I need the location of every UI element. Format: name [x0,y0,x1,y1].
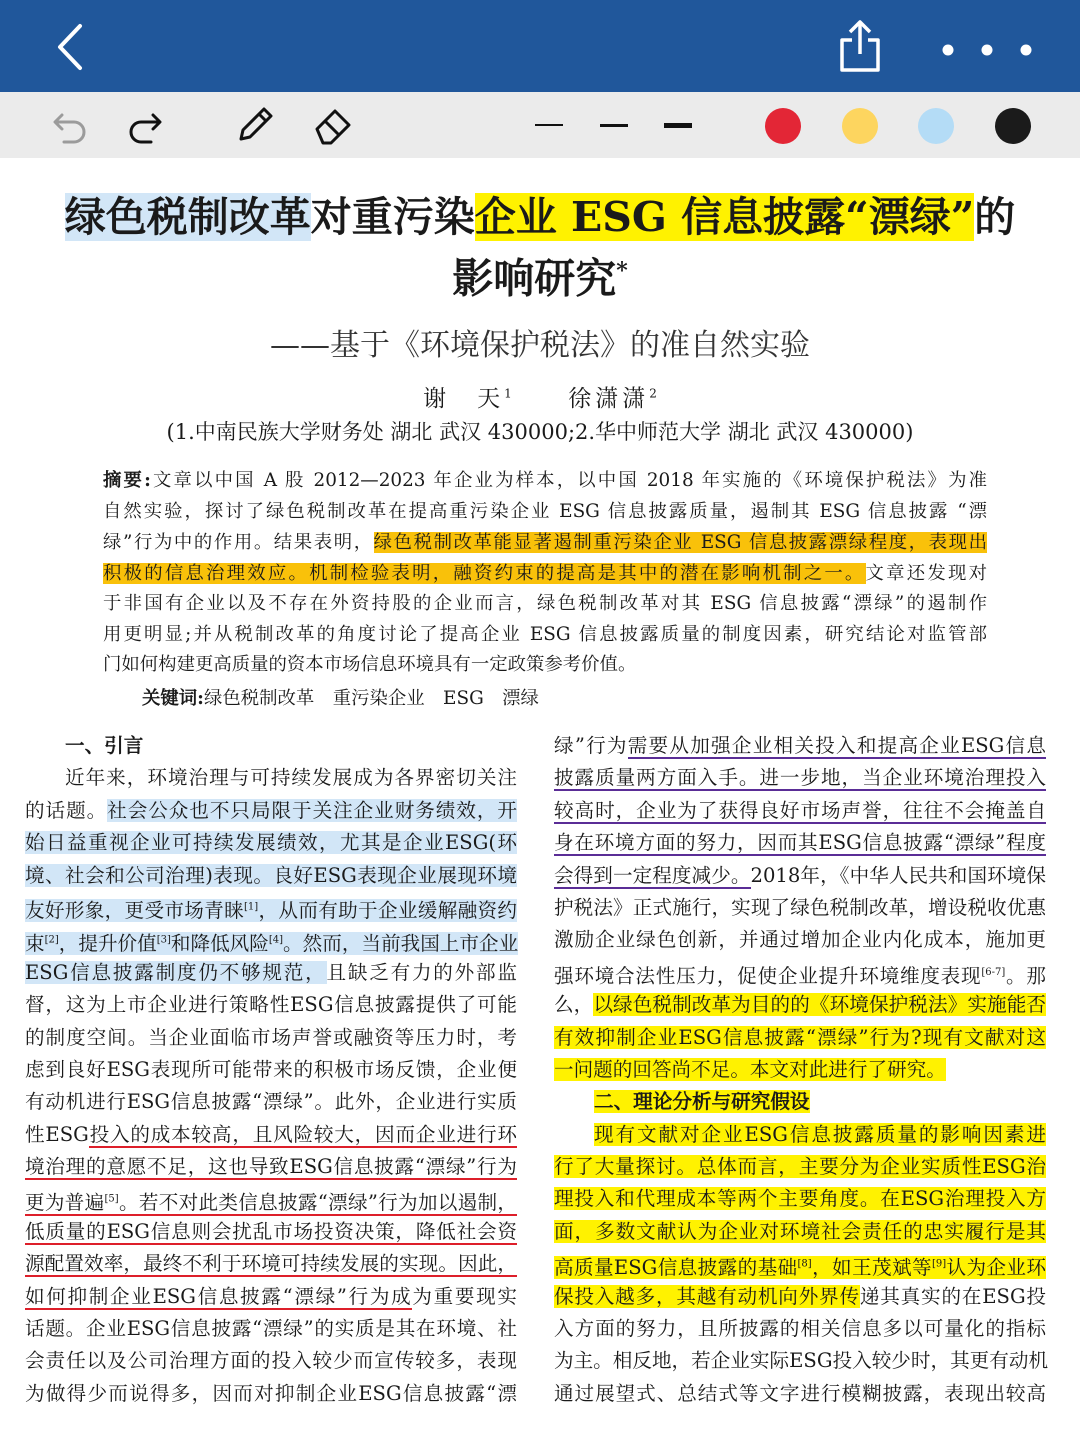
body-line: 么，以绿色税制改革为目的的《环境保护税法》实施能否 [554,993,1047,1017]
abstract-line: 门如何构建更高质量的资本市场信息环境具有一定政策参考价值。 [103,654,637,675]
share-icon [836,18,884,74]
authors: 谢 天$^1$ 徐潇潇$^2$ [423,386,657,412]
body-line: 低质量的ESG信息则会扰乱市场投资决策，降低社会资 [25,1219,517,1243]
body-line: 始日益重视企业可持续发展绩效，尤其是企业ESG(环 [25,831,517,855]
body-line: 近年来，环境治理与可持续发展成为各界密切关注 [65,766,517,790]
body-line: 通过展望式、总结式等文字进行模糊披露，表现出较高 [554,1381,1046,1405]
body-line: 有动机进行ESG信息披露“漂绿”。此外，企业进行实质 [25,1090,517,1114]
body-line: 为做得少而说得多，因而对抑制企业ESG信息披露“漂 [25,1381,517,1405]
body-line: 有效抑制企业ESG信息披露“漂绿”行为?现有文献对这 [554,1025,1046,1049]
abstract-line: 用更明显;并从税制改革的角度讨论了提高企业 ESG 信息披露质量的制度因素，研究结论对监管部 [103,624,987,645]
pencil-icon [233,103,277,147]
body-right-column [554,730,1049,1410]
body-line: 保投入越多，其越有动机向外界传递其真实的在ESG投 [554,1284,1046,1308]
body-line: 性ESG投入的成本较高，且风险较大，因而企业进行环 [25,1122,517,1146]
body-line: 入方面的努力，且所披露的相关信息多以可量化的指标 [554,1317,1046,1341]
body-line: 身在环境方面的努力，因而其ESG信息披露“漂绿”程度 [554,831,1046,855]
section-heading: 二、理论分析与研究假设 [594,1090,810,1114]
body-line: 护税法》正式施行，实现了绿色税制改革，增设税收优惠 [554,895,1046,919]
body-line: 较高时，企业为了获得良好市场声誉，往往不会掩盖自 [554,798,1046,822]
abstract-line: 绿”行为中的作用。结果表明，绿色税制改革能显著遏制重污染企业 ESG 信息披露漂绿程度，表现出 [103,532,987,553]
undo-button[interactable] [45,100,95,150]
color-swatch-red[interactable] [765,108,801,144]
body-line: 面，多数文献认为企业对环境社会责任的忠实履行是其 [554,1219,1046,1243]
share-button[interactable] [836,18,884,74]
document-page[interactable] [0,158,1080,1440]
body-line: 话题。企业ESG信息披露“漂绿”的实质是其在环境、社 [25,1317,517,1341]
body-line: 如何抑制企业ESG信息披露“漂绿”行为成为重要现实 [25,1284,518,1308]
section-heading: 一、引言 [65,734,144,757]
body-line: 绿”行为需要从加强企业相关投入和提高企业ESG信息 [554,734,1046,757]
body-line: 会得到一定程度减少。2018年，《中华人民共和国环境保 [554,863,1046,887]
abstract-line: 摘要:文章以中国 A 股 2012—2023 年企业为样本，以中国 2018 年实施的《环境保护税法》为准 [103,470,988,491]
stroke-medium-option[interactable] [594,116,634,134]
body-line: 束[2]，提升价值[3]和降低风险[4]。然而，当前我国上市企业 [25,931,519,955]
body-line: 一问题的回答尚不足。本文对此进行了研究。 [554,1057,946,1081]
body-line: 高质量ESG信息披露的基础[8]，如王茂斌等[9]认为企业环 [554,1255,1047,1279]
body-line: 督，这为上市企业进行策略性ESG信息披露提供了可能 [25,993,517,1017]
body-line: 的话题。社会公众也不只局限于关注企业财务绩效，开 [25,798,518,822]
body-line: 境、社会和公司治理)表现。良好ESG表现企业展现环境 [25,863,517,887]
stroke-thin-option[interactable] [529,116,569,134]
stroke-thick-option[interactable] [658,116,698,134]
pen-tool-button[interactable] [230,100,280,150]
body-line: 境治理的意愿不足，这也导致ESG信息披露“漂绿”行为 [25,1155,517,1179]
body-line: 现有文献对企业ESG信息披露质量的影响因素进 [594,1122,1046,1146]
top-nav-bar [0,0,1080,92]
redo-icon [125,105,165,145]
color-swatch-yellow[interactable] [842,108,878,144]
eraser-tool-button[interactable] [308,100,358,150]
body-left-column [25,730,517,1410]
more-dots-icon [934,36,1038,64]
body-line: 强环境合法性压力，促使企业提升环境维度表现[6-7]。那 [554,964,1047,988]
body-line: 激励企业绿色创新，并通过增加企业内化成本，施加更 [554,928,1046,952]
keywords: 关键词:绿色税制改革 重污染企业 ESG 漂绿 [142,688,539,709]
abstract-line: 积极的信息治理效应。机制检验表明，融资约束的提高是其中的潜在影响机制之一。文章还发现对 [103,563,987,584]
body-line: 会责任以及公司治理方面的投入较少而宣传较多，表现 [25,1349,517,1373]
body-line: 为主。相反地，若企业实际ESG投入较少时，其更有动机 [554,1349,1049,1373]
redo-button[interactable] [120,100,170,150]
paper-title-line1: 绿色税制改革对重污染企业 ESG 信息披露“漂绿”的 [64,193,1016,241]
chevron-left-icon [50,22,94,72]
body-line: 行了大量探讨。总体而言，主要分为企业实质性ESG治 [554,1155,1046,1179]
paper-title-line2: 影响研究* [452,254,628,303]
body-line: 更为普遍[5]。若不对此类信息披露“漂绿”行为加以遏制， [25,1191,517,1214]
body-line: 虑到良好ESG表现所可能带来的积极市场反馈，企业便 [25,1057,517,1081]
body-line: 理投入和代理成本等两个主要角度。在ESG治理投入方 [554,1187,1046,1211]
body-line: ESG信息披露制度仍不够规范，且缺乏有力的外部监 [25,960,517,984]
abstract-line: 于非国有企业以及不存在外资持股的企业而言，绿色税制改革对其 ESG 信息披露“漂绿”的遏制作 [103,593,987,614]
more-button[interactable] [934,36,1038,64]
color-swatch-black[interactable] [995,108,1031,144]
abstract-line: 自然实验，探讨了绿色税制改革在提高重污染企业 ESG 信息披露质量，遏制其 ESG 信息披露 “漂 [103,501,987,522]
paper-subtitle: ——基于《环境保护税法》的准自然实验 [270,328,810,363]
body-line: 披露质量两方面入手。进一步地，当企业环境治理投入 [554,766,1046,790]
color-swatch-light-blue[interactable] [918,108,954,144]
annotation-toolbar [0,92,1080,158]
body-line: 友好形象，更受市场青睐[1]，从而有助于企业缓解融资约 [25,899,518,923]
body-line: 的制度空间。当企业面临市场声誉或融资等压力时，考 [25,1025,517,1049]
body-line: 源配置效率，最终不利于环境可持续发展的实现。因此， [25,1252,517,1276]
back-button[interactable] [50,22,94,72]
undo-icon [50,105,90,145]
eraser-icon [311,103,355,147]
affiliation: (1.中南民族大学财务处 湖北 武汉 430000;2.华中师范大学 湖北 武汉 430000) [166,420,914,444]
